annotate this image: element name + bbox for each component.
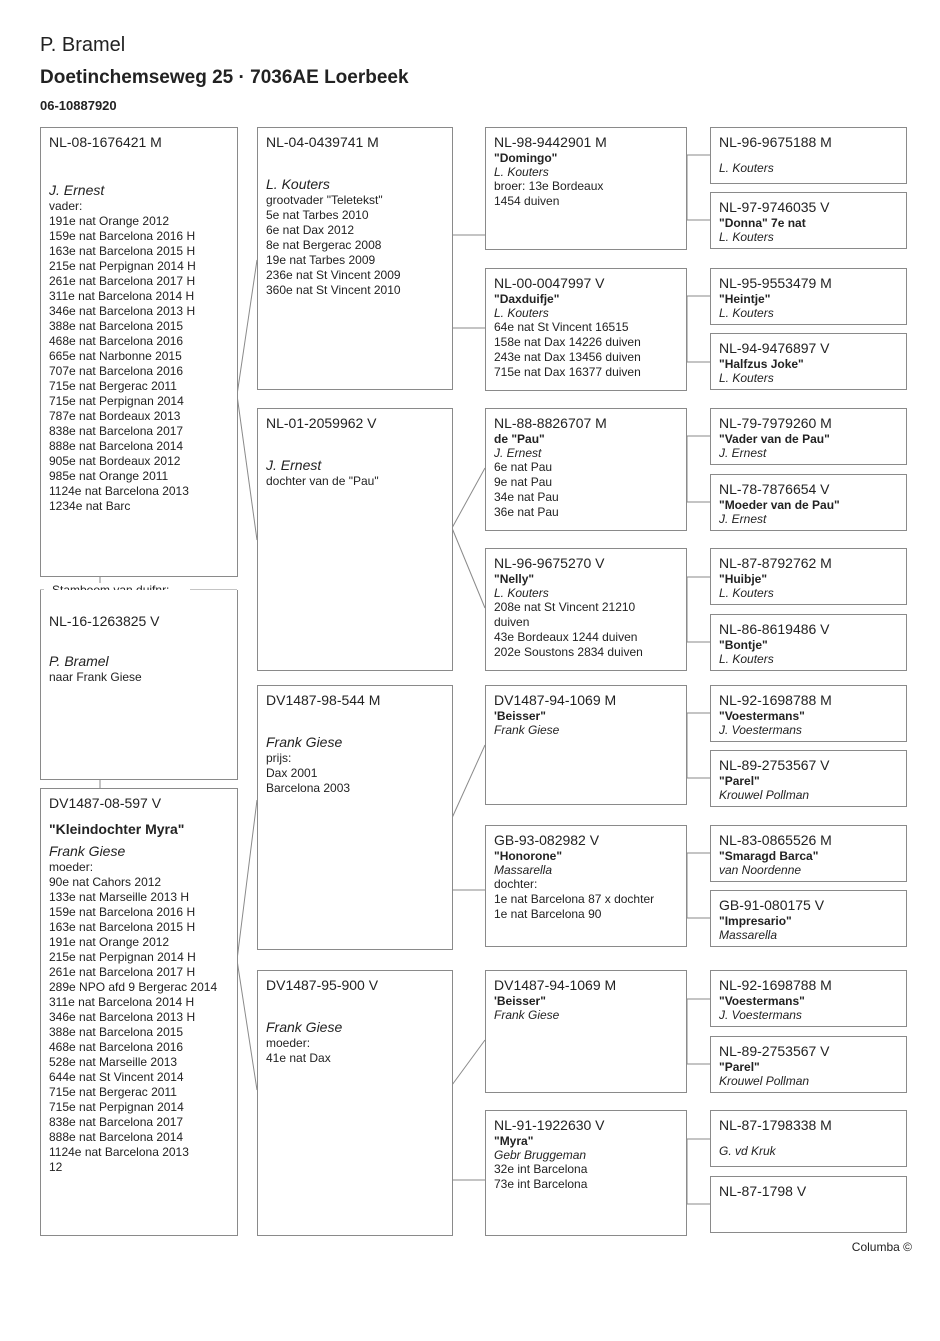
ancestor-card[interactable] [710, 970, 907, 1027]
ancestor-card[interactable] [710, 1176, 907, 1233]
result-line: 19e nat Tarbes 2009 [266, 253, 376, 267]
ring-number: DV1487-94-1069 M [494, 977, 617, 993]
owner: L. Kouters [719, 306, 774, 320]
ring-number: NL-94-9476897 V [719, 340, 830, 356]
result-line: 388e nat Barcelona 2015 [49, 319, 184, 333]
grandparent-card[interactable] [257, 685, 453, 950]
dam-ring-number: DV1487-08-597 V [49, 795, 162, 811]
subject-notes [49, 670, 229, 685]
result-line: 838e nat Barcelona 2017 [49, 424, 184, 438]
result-line: 159e nat Barcelona 2016 H [49, 905, 196, 919]
result-line: 985e nat Orange 2011 [49, 469, 169, 483]
ring-number: DV1487-95-900 V [266, 977, 379, 993]
result-line: 707e nat Barcelona 2016 [49, 364, 184, 378]
pigeon-name: "Nelly" [494, 572, 535, 586]
result-line: 90e nat Cahors 2012 [49, 875, 162, 889]
result-line: 388e nat Barcelona 2015 [49, 1025, 184, 1039]
result-line: 715e nat Dax 16377 duiven [494, 365, 641, 379]
dam-owner: Frank Giese [49, 843, 126, 859]
owner: Frank Giese [494, 723, 560, 737]
ring-number: NL-96-9675270 V [494, 555, 605, 571]
pigeon-name: "Impresario" [719, 914, 792, 928]
result-line: dochter: [494, 877, 538, 891]
ring-number: NL-87-8792762 M [719, 555, 832, 571]
result-line: 528e nat Marseille 2013 [49, 1055, 178, 1069]
pigeon-name: "Parel" [719, 1060, 760, 1074]
result-line: 32e int Barcelona [494, 1162, 588, 1176]
great-grandparent-card[interactable] [485, 1110, 687, 1236]
result-line: grootvader "Teletekst" [266, 193, 383, 207]
ancestor-card[interactable] [710, 890, 907, 947]
result-line: 159e nat Barcelona 2016 H [49, 229, 196, 243]
result-line: 12 [49, 1160, 63, 1174]
footer-credit: Columba © [851, 1240, 912, 1254]
result-line: prijs: [266, 751, 292, 765]
pigeon-name: "Halfzus Joke" [719, 357, 804, 371]
sire-owner: J. Ernest [49, 182, 105, 198]
ancestor-card[interactable] [710, 614, 907, 671]
owner: L. Kouters [266, 176, 330, 192]
owner: L. Kouters [494, 586, 549, 600]
ancestor-card[interactable] [710, 1110, 907, 1167]
owner: L. Kouters [719, 230, 774, 244]
ancestor-card[interactable] [710, 474, 907, 531]
result-line: 787e nat Bordeaux 2013 [49, 409, 181, 423]
ring-number: NL-91-1922630 V [494, 1117, 605, 1133]
ring-number: NL-01-2059962 V [266, 415, 377, 431]
ancestor-card[interactable] [710, 192, 907, 249]
result-line: 6e nat Pau [494, 460, 553, 474]
great-grandparent-card[interactable] [485, 127, 687, 250]
result-line: 888e nat Barcelona 2014 [49, 1130, 184, 1144]
grandparent-card[interactable] [257, 127, 453, 390]
result-line: 163e nat Barcelona 2015 H [49, 920, 196, 934]
result-line: 715e nat Perpignan 2014 [49, 1100, 184, 1114]
owner: L. Kouters [494, 165, 549, 179]
owner: J. Ernest [266, 457, 322, 473]
owner: J. Ernest [494, 446, 542, 460]
great-grandparent-card[interactable] [485, 548, 687, 671]
pigeon-name: "Donna" 7e nat [719, 216, 806, 230]
ring-number: NL-87-1798338 M [719, 1117, 832, 1133]
result-line: 36e nat Pau [494, 505, 559, 519]
owner: Gebr Bruggeman [494, 1148, 587, 1162]
result-line: 838e nat Barcelona 2017 [49, 1115, 184, 1129]
result-line: 1e nat Barcelona 90 [494, 907, 602, 921]
ancestor-card[interactable] [710, 825, 907, 882]
ring-number: GB-93-082982 V [494, 832, 600, 848]
pigeon-name: "Myra" [494, 1134, 534, 1148]
sire-card[interactable] [40, 127, 238, 577]
result-line: 468e nat Barcelona 2016 [49, 334, 184, 348]
owner: Massarella [719, 928, 778, 942]
result-line: 9e nat Pau [494, 475, 553, 489]
ring-number: NL-98-9442901 M [494, 134, 607, 150]
owner: Frank Giese [266, 734, 343, 750]
owner: J. Ernest [719, 512, 767, 526]
ancestor-card[interactable] [710, 408, 907, 465]
breeder-phone: 06-10887920 [40, 98, 117, 113]
result-line: 8e nat Bergerac 2008 [266, 238, 382, 252]
pigeon-name: "Moeder van de Pau" [719, 498, 840, 512]
result-line: 261e nat Barcelona 2017 H [49, 965, 196, 979]
grandparent-card[interactable] [257, 970, 453, 1236]
result-line: 133e nat Marseille 2013 H [49, 890, 190, 904]
ring-number: NL-83-0865526 M [719, 832, 832, 848]
owner: Krouwel Pollman [719, 788, 810, 802]
ring-number: NL-04-0439741 M [266, 134, 379, 150]
pigeon-name: "Smaragd Barca" [719, 849, 819, 863]
result-line: 346e nat Barcelona 2013 H [49, 1010, 196, 1024]
ring-number: DV1487-98-544 M [266, 692, 381, 708]
result-line: 289e NPO afd 9 Bergerac 2014 [49, 980, 218, 994]
result-line: 158e nat Dax 14226 duiven [494, 335, 641, 349]
owner: L. Kouters [719, 586, 774, 600]
result-line: 1234e nat Barc [49, 499, 131, 513]
result-line: Barcelona 2003 [266, 781, 351, 795]
ring-number: NL-00-0047997 V [494, 275, 605, 291]
owner: van Noordenne [719, 863, 802, 877]
pigeon-name: 'Beisser" [494, 709, 546, 723]
pigeon-name: "Parel" [719, 774, 760, 788]
pigeon-name: "Bontje" [719, 638, 768, 652]
pigeon-name: "Vader van de Pau" [719, 432, 830, 446]
dam-card[interactable] [40, 788, 238, 1236]
subject-owner: P. Bramel [49, 653, 109, 669]
ancestor-card[interactable] [710, 685, 907, 742]
ancestor-card[interactable] [710, 333, 907, 390]
owner: Frank Giese [494, 1008, 560, 1022]
owner: Frank Giese [266, 1019, 343, 1035]
result-line: moeder: [49, 860, 94, 874]
ring-number: NL-86-8619486 V [719, 621, 830, 637]
result-line: 360e nat St Vincent 2010 [266, 283, 401, 297]
result-line: 1454 duiven [494, 194, 560, 208]
great-grandparent-card[interactable] [485, 970, 687, 1093]
owner: L. Kouters [719, 371, 774, 385]
result-line: 73e int Barcelona [494, 1177, 588, 1191]
owner: L. Kouters [719, 652, 774, 666]
ring-number: NL-89-2753567 V [719, 757, 830, 773]
result-line: moeder: [266, 1036, 311, 1050]
owner: L. Kouters [719, 161, 774, 175]
result-line: broer: 13e Bordeaux [494, 179, 604, 193]
result-line: 715e nat Perpignan 2014 [49, 394, 184, 408]
result-line: 191e nat Orange 2012 [49, 935, 170, 949]
pigeon-name: "Honorone" [494, 849, 563, 863]
pigeon-name: "Daxduifje" [494, 292, 560, 306]
result-line: 715e nat Bergerac 2011 [49, 379, 177, 393]
pigeon-name: "Huibje" [719, 572, 768, 586]
ancestor-card[interactable] [710, 548, 907, 605]
result-line: 905e nat Bordeaux 2012 [49, 454, 181, 468]
result-line: 1124e nat Barcelona 2013 [49, 1145, 189, 1159]
owner: G. vd Kruk [719, 1144, 776, 1158]
great-grandparent-card[interactable] [485, 825, 687, 947]
owner: Massarella [494, 863, 553, 877]
result-line: 163e nat Barcelona 2015 H [49, 244, 196, 258]
result-line: 715e nat Bergerac 2011 [49, 1085, 177, 1099]
dam-results [49, 860, 229, 1175]
breeder-address: Doetinchemseweg 25 · 7036AE Loerbeek [40, 67, 409, 88]
ring-number: NL-87-1798 V [719, 1183, 807, 1199]
result-line: 202e Soustons 2834 duiven [494, 645, 643, 659]
result-line: 665e nat Narbonne 2015 [49, 349, 182, 363]
result-line: 644e nat St Vincent 2014 [49, 1070, 184, 1084]
owner: J. Voestermans [719, 723, 802, 737]
result-line: 6e nat Dax 2012 [266, 223, 355, 237]
pigeon-name: "Voestermans" [719, 994, 805, 1008]
breeder-name: P. Bramel [40, 34, 126, 56]
result-line: naar Frank Giese [49, 670, 142, 684]
result-line: dochter van de "Pau" [266, 474, 379, 488]
ancestor-card[interactable] [710, 127, 907, 184]
result-line: 208e nat St Vincent 21210 [494, 600, 636, 614]
ring-number: DV1487-94-1069 M [494, 692, 617, 708]
result-line: 346e nat Barcelona 2013 H [49, 304, 196, 318]
great-grandparent-card[interactable] [485, 268, 687, 391]
ring-number: NL-79-7979260 M [719, 415, 832, 431]
result-line: 215e nat Perpignan 2014 H [49, 259, 196, 273]
ring-number: NL-97-9746035 V [719, 199, 830, 215]
ring-number: NL-96-9675188 M [719, 134, 832, 150]
dam-name: "Kleindochter Myra" [49, 821, 185, 837]
ring-number: NL-89-2753567 V [719, 1043, 830, 1059]
result-line: 1e nat Barcelona 87 x dochter [494, 892, 655, 906]
result-line: 888e nat Barcelona 2014 [49, 439, 184, 453]
owner: L. Kouters [494, 306, 549, 320]
ring-number: NL-95-9553479 M [719, 275, 832, 291]
result-line: vader: [49, 199, 83, 213]
result-line: 64e nat St Vincent 16515 [494, 320, 629, 334]
owner: J. Ernest [719, 446, 767, 460]
result-line: 5e nat Tarbes 2010 [266, 208, 369, 222]
subject-card[interactable] [40, 590, 238, 780]
pigeon-name: "Domingo" [494, 151, 558, 165]
ring-number: NL-92-1698788 M [719, 977, 832, 993]
result-line: 311e nat Barcelona 2014 H [49, 995, 195, 1009]
pigeon-name: de "Pau" [494, 432, 545, 446]
result-line: Dax 2001 [266, 766, 318, 780]
ring-number: NL-88-8826707 M [494, 415, 607, 431]
result-line: 34e nat Pau [494, 490, 559, 504]
subject-ring-number: NL-16-1263825 V [49, 613, 160, 629]
result-line: 191e nat Orange 2012 [49, 214, 170, 228]
ancestor-card[interactable] [710, 268, 907, 325]
owner: Krouwel Pollman [719, 1074, 810, 1088]
ring-number: NL-78-7876654 V [719, 481, 830, 497]
result-line: 468e nat Barcelona 2016 [49, 1040, 184, 1054]
sire-results [49, 199, 229, 514]
result-line: duiven [494, 615, 530, 629]
sire-ring-number: NL-08-1676421 M [49, 134, 162, 150]
result-line: 311e nat Barcelona 2014 H [49, 289, 195, 303]
pigeon-name: "Heintje" [719, 292, 771, 306]
result-line: 215e nat Perpignan 2014 H [49, 950, 196, 964]
result-line: 243e nat Dax 13456 duiven [494, 350, 641, 364]
owner: J. Voestermans [719, 1008, 802, 1022]
ring-number: GB-91-080175 V [719, 897, 825, 913]
ancestor-card[interactable] [710, 1036, 907, 1093]
ring-number: NL-92-1698788 M [719, 692, 832, 708]
pigeon-name: "Voestermans" [719, 709, 805, 723]
result-line: 43e Bordeaux 1244 duiven [494, 630, 638, 644]
grandparent-card[interactable] [257, 408, 453, 671]
great-grandparent-card[interactable] [485, 685, 687, 805]
great-grandparent-card[interactable] [485, 408, 687, 531]
result-line: 236e nat St Vincent 2009 [266, 268, 401, 282]
result-line: 1124e nat Barcelona 2013 [49, 484, 189, 498]
pigeon-name: 'Beisser" [494, 994, 546, 1008]
ancestor-card[interactable] [710, 750, 907, 807]
result-line: 41e nat Dax [266, 1051, 331, 1065]
result-line: 261e nat Barcelona 2017 H [49, 274, 196, 288]
